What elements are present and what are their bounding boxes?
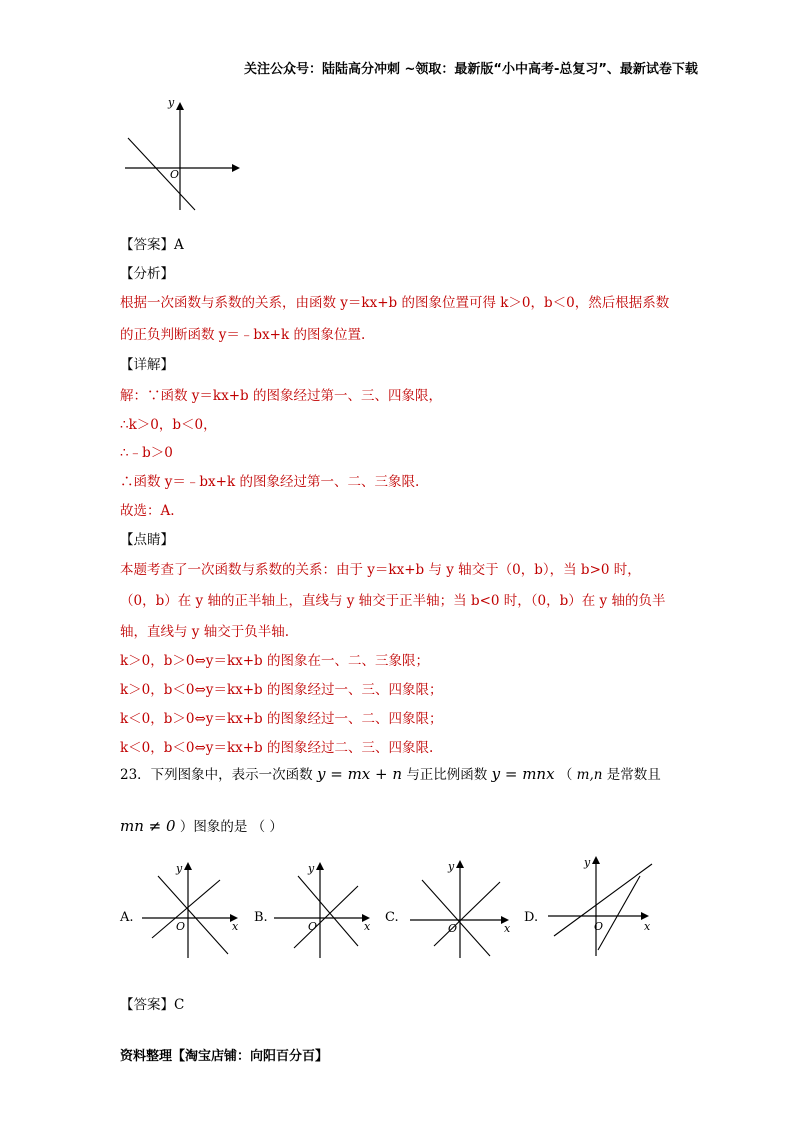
option-d-label[interactable]: D. [524, 910, 539, 925]
q22-analysis-line-1: 根据一次函数与系数的关系，由函数 y＝kx+b 的图象位置可得 k＞0，b＜0，然后根据系数 [120, 295, 670, 311]
option-a-graph[interactable] [140, 858, 245, 960]
q22-function-line [128, 138, 195, 210]
q22-comment-line-3: 轴，直线与 y 轴交于负半轴. [120, 624, 290, 640]
option-c-line-2 [434, 882, 500, 946]
option-a-line-2 [158, 876, 228, 954]
option-b-x-label: x [364, 920, 371, 933]
q23-answer: 【答案】C [120, 997, 185, 1013]
q22-comment-line-2: （0，b）在 y 轴的正半轴上，直线与 y 轴交于正半轴；当 b<0 时，（0，b）在 y 轴的负半 [120, 593, 666, 609]
q22-detail-tag: 【详解】 [120, 357, 174, 373]
q23-stem-text-c: （ [558, 767, 573, 783]
option-b-origin-label: O [308, 920, 318, 933]
option-d-x-label: x [644, 920, 651, 933]
q22-analysis-line-2: 的正负判断函数 y＝﹣bx+k 的图象位置. [120, 327, 366, 343]
option-d-graph[interactable] [546, 852, 658, 960]
option-d-origin-label: O [594, 920, 604, 933]
option-a-label[interactable]: A. [120, 910, 134, 925]
q23-math-mn: m,n [576, 767, 603, 783]
q22-comment-line-7: k＜0，b＜0⇔y＝kx+b 的图象经过二、三、四象限. [120, 740, 434, 756]
option-b-label[interactable]: B. [254, 910, 268, 925]
q22-analysis-tag: 【分析】 [120, 266, 174, 282]
q22-y-arrow [176, 102, 184, 110]
option-a-origin-label: O [176, 920, 186, 933]
option-c-y-label: y [448, 860, 455, 873]
q22-comment-line-1: 本题考查了一次函数与系数的关系：由于 y＝kx+b 与 y 轴交于（0，b），当 b>0 时， [120, 562, 641, 578]
option-d-line-2 [598, 876, 640, 950]
option-c-line-1 [422, 880, 490, 956]
page-footer: 资料整理【淘宝店铺：向阳百分百】 [120, 1049, 329, 1064]
q23-stem-text-b: 与正比例函数 [406, 767, 488, 783]
q22-answer: 【答案】A [120, 237, 184, 253]
q22-detail-line-5: 故选：A. [120, 503, 175, 519]
q22-x-arrow [232, 164, 240, 172]
q22-y-label: y [168, 96, 175, 109]
q22-detail-line-2: ∴k＞0，b＜0， [120, 417, 217, 433]
option-b-graph[interactable] [272, 858, 377, 960]
q23-math-condition: mn ≠ 0 [120, 817, 176, 835]
option-a-y-label: y [176, 862, 183, 875]
option-c-x-label: x [504, 922, 511, 935]
option-a-x-label: x [232, 920, 239, 933]
q22-detail-line-3: ∴﹣b＞0 [120, 445, 173, 461]
q23-math-proportional: y = mnx [491, 765, 555, 783]
q23-stem-text-a: 23．下列图象中，表示一次函数 [120, 767, 313, 783]
q23-stem-text-e: ）图象的是 （ ） [179, 819, 283, 835]
q23-stem-line-2 [120, 815, 283, 835]
option-b-line-1 [294, 886, 358, 948]
q23-stem-text-d: 是常数且 [606, 767, 661, 783]
option-c-label[interactable]: C. [385, 910, 399, 925]
q22-detail-line-4: ∴函数 y＝﹣bx+k 的图象经过第一、二、三象限. [120, 474, 420, 490]
q23-stem [120, 763, 661, 783]
q23-math-linear: y = mx + n [316, 765, 403, 783]
option-d-y-label: y [584, 856, 591, 869]
page-header: 关注公众号：陆陆高分冲刺 ~领取：最新版“小中高考-总复习”、最新试卷下载 [244, 62, 698, 77]
q22-comment-line-6: k＜0，b＞0⇔y＝kx+b 的图象经过一、二、四象限； [120, 711, 443, 727]
option-c-graph[interactable] [408, 856, 518, 960]
q22-origin-label: O [170, 168, 180, 181]
q22-comment-line-5: k＞0，b＜0⇔y＝kx+b 的图象经过一、三、四象限； [120, 682, 443, 698]
q22-comment-line-4: k＞0，b＞0⇔y＝kx+b 的图象在一、二、三象限； [120, 653, 429, 669]
option-b-y-label: y [308, 862, 315, 875]
q22-detail-line-1: 解：∵函数 y＝kx+b 的图象经过第一、三、四象限， [120, 388, 442, 404]
q22-graph [120, 92, 250, 214]
option-c-origin-label: O [448, 922, 458, 935]
q22-comment-tag: 【点睛】 [120, 532, 174, 548]
option-a-line-1 [152, 880, 220, 938]
